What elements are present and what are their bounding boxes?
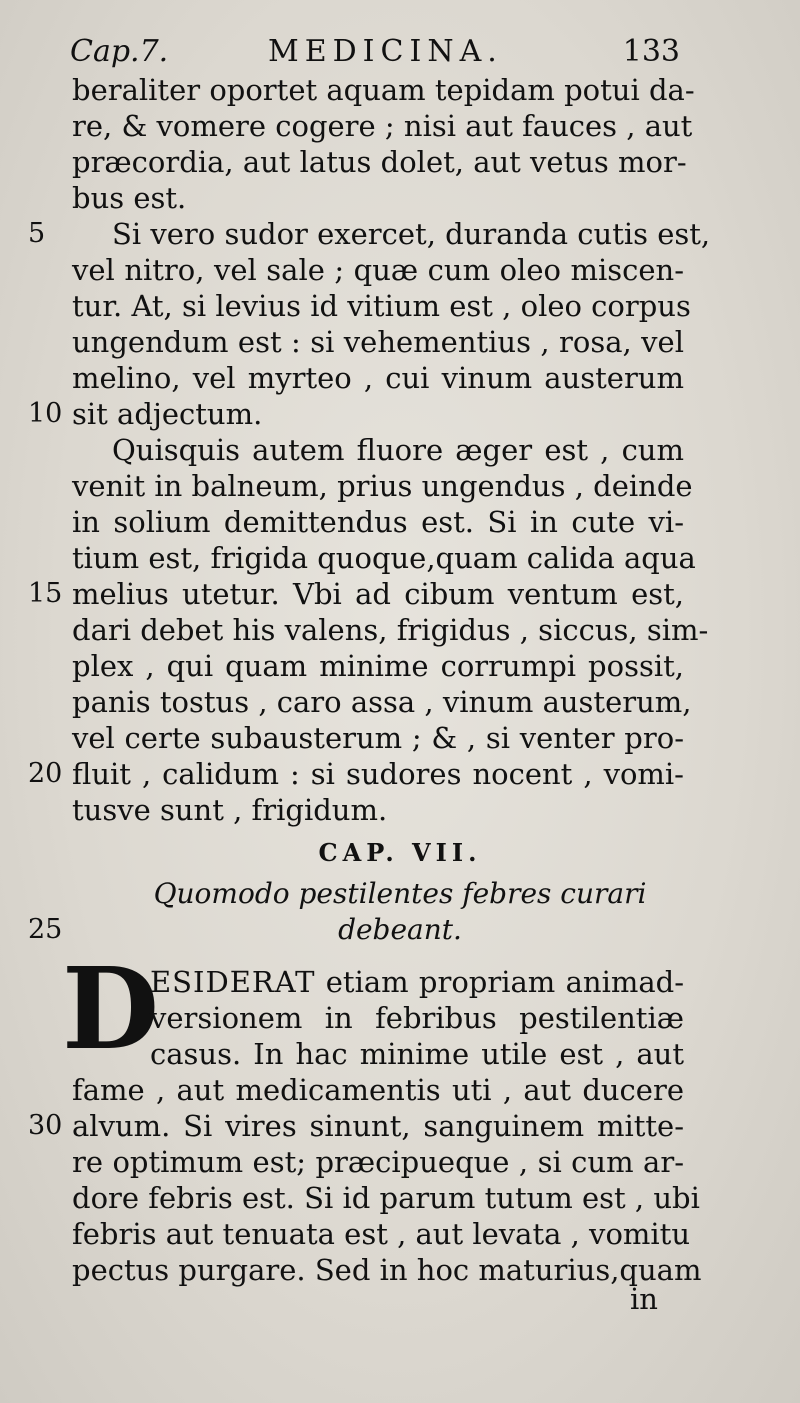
text-line: præcordia, aut latus dolet, aut vetus mor- bbox=[72, 145, 687, 179]
text-line: melius utetur. Vbi ad cibum ventum est, bbox=[72, 577, 684, 611]
text-line: febris aut tenuata est , aut levata , vomitu bbox=[72, 1217, 691, 1251]
page-number: 133 bbox=[622, 34, 680, 69]
text-line: beraliter oportet aquam tepidam potui da- bbox=[72, 73, 695, 107]
margin-line-number: 25 bbox=[28, 914, 63, 945]
margin-line-number: 10 bbox=[28, 398, 63, 429]
text-line: sit adjectum. bbox=[72, 397, 263, 431]
text-line: fluit , calidum : si sudores nocent , vomi- bbox=[72, 757, 684, 791]
text-line: venit in balneum, prius ungendus , deinde bbox=[72, 469, 693, 503]
text-line: melino, vel myrteo , cui vinum austerum bbox=[72, 361, 684, 395]
running-header bbox=[70, 34, 680, 74]
text-line: ungendum est : si vehementius , rosa, vel bbox=[72, 325, 684, 359]
text-line: vel nitro, vel sale ; quæ cum oleo miscen- bbox=[72, 253, 684, 287]
header-title: MEDICINA. bbox=[268, 34, 503, 69]
text-line: bus est. bbox=[72, 181, 187, 215]
catchword: in bbox=[630, 1282, 658, 1316]
text-line: plex , qui quam minime corrumpi possit, bbox=[72, 649, 684, 683]
text-line: tium est, frigida quoque,quam calida aqua bbox=[72, 541, 696, 575]
text-line: fame , aut medicamentis uti , aut ducere bbox=[72, 1073, 684, 1107]
text-line: re, & vomere cogere ; nisi aut fauces , aut bbox=[72, 109, 693, 143]
text-line: tusve sunt , frigidum. bbox=[72, 793, 388, 827]
text-fragment: etiam propriam animad- bbox=[325, 965, 684, 999]
text-line: Quisquis autem fluore æger est , cum bbox=[112, 433, 684, 467]
text-line: re optimum est; præcipueque , si cum ar- bbox=[72, 1145, 684, 1179]
first-word: ESIDERAT bbox=[150, 965, 316, 999]
text-line: casus. In hac minime utile est , aut bbox=[150, 1037, 684, 1071]
text-line bbox=[150, 964, 684, 1000]
text-line: Si vero sudor exercet, duranda cutis est, bbox=[112, 217, 711, 251]
text-line: tur. At, si levius id vitium est , oleo corpus bbox=[72, 289, 691, 323]
drop-cap: D bbox=[62, 944, 160, 1075]
margin-line-number: 30 bbox=[28, 1110, 63, 1141]
text-line: pectus purgare. Sed in hoc maturius,quam bbox=[72, 1253, 702, 1287]
margin-line-number: 15 bbox=[28, 578, 63, 609]
header-chapter: Cap.7. bbox=[70, 34, 169, 69]
text-line: panis tostus , caro assa , vinum austerum, bbox=[72, 685, 692, 719]
text-line: dore febris est. Si id parum tutum est , ubi bbox=[72, 1181, 700, 1215]
margin-line-number: 5 bbox=[28, 218, 46, 249]
text-line: dari debet his valens, frigidus , siccus, sim- bbox=[72, 613, 709, 647]
text-line: in solium demittendus est. Si in cute vi- bbox=[72, 505, 684, 539]
chapter-heading: CAP. VII. bbox=[318, 838, 482, 867]
text-line: vel certe subausterum ; & , si venter pro- bbox=[72, 721, 684, 755]
text-line: versionem in febribus pestilentiæ bbox=[150, 1001, 684, 1035]
chapter-title-line: Quomodo pestilentes febres curari bbox=[153, 877, 647, 910]
margin-line-number: 20 bbox=[28, 758, 63, 789]
chapter-title-line: debeant. bbox=[338, 913, 462, 946]
text-line: alvum. Si vires sinunt, sanguinem mitte- bbox=[72, 1109, 684, 1143]
